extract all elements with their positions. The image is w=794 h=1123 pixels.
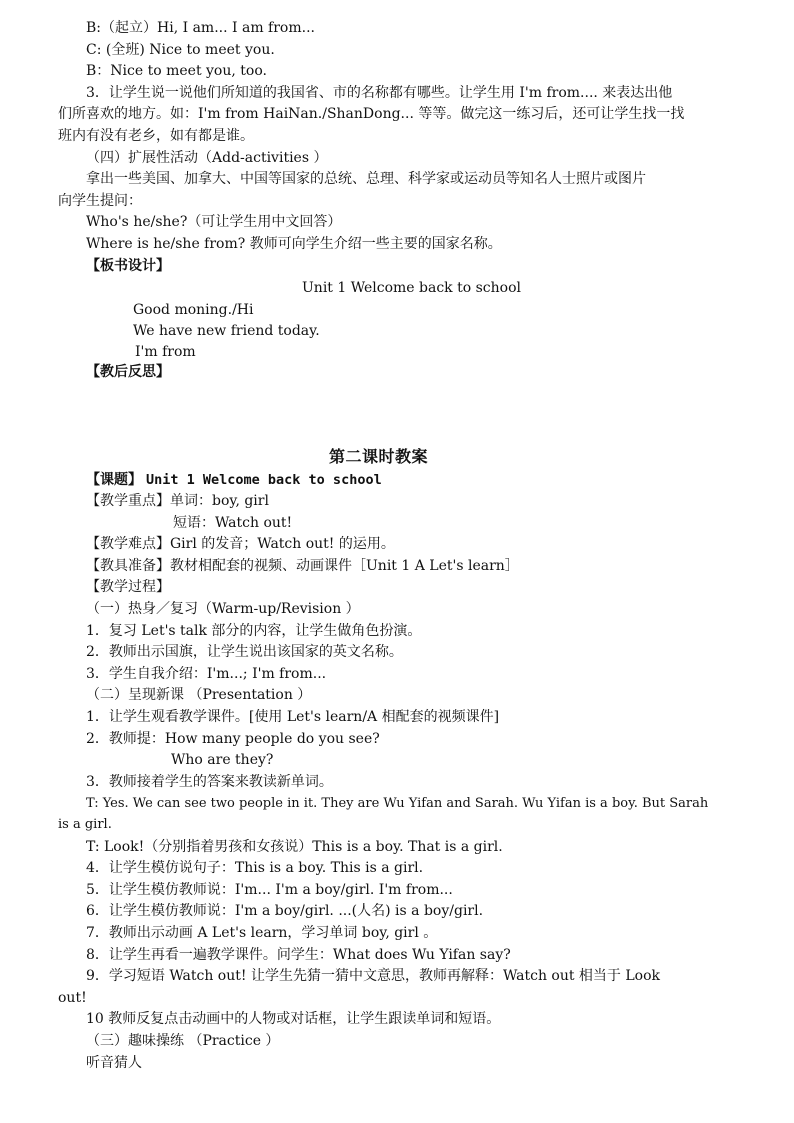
presentation-heading: （二）呈现新课 （Presentation ） xyxy=(86,687,312,703)
presentation-step-7: 7．教师出示动画 A Let's learn，学习单词 boy, girl 。 xyxy=(86,925,438,941)
key-points-label: 【教学重点】 xyxy=(86,493,170,509)
presentation-step-9: 9．学习短语 Watch out! 让学生先猜一猜中文意思，教师再解释：Watch out 相当于 Look xyxy=(86,968,661,984)
extension-line-1: 拿出一些美国、加拿大、中国等国家的总统、总理、科学家或运动员等知名人士照片或图片 xyxy=(86,171,646,187)
question-where: Where is he/she from? 教师可向学生介绍一些主要的国家名称。 xyxy=(86,236,502,252)
presentation-step-9-cont: out! xyxy=(58,990,87,1006)
step-3-line-1: 3．让学生说一说他们所知道的我国省、市的名称都有哪些。让学生用 I'm from.... 来表达出他 xyxy=(86,85,673,101)
step-3-line-2: 们所喜欢的地方。如：I'm from HaiNan./ShanDong... 等等。做完这一练习后，还可让学生找一找 xyxy=(58,106,685,122)
practice-game: 听音猜人 xyxy=(86,1055,142,1071)
presentation-step-8: 8．让学生再看一遍教学课件。问学生：What does Wu Yifan say? xyxy=(86,947,511,963)
board-line-3: I'm from xyxy=(135,344,196,360)
materials-row: 【教具准备】教材相配套的视频、动画课件［Unit 1 A Let's learn］ xyxy=(86,558,519,574)
teacher-line-2: T: Look!（分别指着男孩和女孩说）This is a boy. That is a girl. xyxy=(86,839,503,855)
board-line-1: Good moning./Hi xyxy=(133,302,254,318)
key-points-row xyxy=(86,491,269,511)
presentation-step-2: 2．教师提：How many people do you see? xyxy=(86,731,380,747)
presentation-step-6: 6．让学生模仿教师说：I'm a boy/girl. ...(人名) is a boy/girl. xyxy=(86,903,484,919)
key-words: 单词：boy, girl xyxy=(170,493,269,509)
presentation-step-1: 1．让学生观看教学课件。[使用 Let's learn/A 相配套的视频课件] xyxy=(86,709,500,725)
presentation-step-2-question: Who are they? xyxy=(171,752,274,768)
step-3-line-3: 班内有没有老乡，如有都是谁。 xyxy=(58,128,254,144)
practice-heading: （三）趣味操练 （Practice ） xyxy=(86,1033,280,1049)
reflection-heading: 【教后反思】 xyxy=(86,364,170,380)
board-title: Unit 1 Welcome back to school xyxy=(302,280,521,296)
dialogue-line-b-standup: B:（起立）Hi, I am... I am from... xyxy=(86,20,315,36)
difficulty-row: 【教学难点】Girl 的发音；Watch out! 的运用。 xyxy=(86,536,395,552)
dialogue-line-c-class: C: (全班) Nice to meet you. xyxy=(86,42,275,58)
presentation-step-5: 5．让学生模仿教师说：I'm... I'm a boy/girl. I'm from... xyxy=(86,882,453,898)
presentation-step-10: 10 教师反复点击动画中的人物或对话框，让学生跟读单词和短语。 xyxy=(86,1011,501,1027)
topic-row xyxy=(86,470,382,490)
warmup-step-1: 1．复习 Let's talk 部分的内容，让学生做角色扮演。 xyxy=(86,623,422,639)
board-line-2: We have new friend today. xyxy=(133,323,320,339)
board-design-heading: 【板书设计】 xyxy=(86,258,170,274)
teacher-line-1-cont: is a girl. xyxy=(58,817,112,832)
dialogue-line-b-reply: B：Nice to meet you, too. xyxy=(86,63,267,79)
warmup-step-2: 2．教师出示国旗，让学生说出该国家的英文名称。 xyxy=(86,644,403,660)
presentation-step-3: 3．教师接着学生的答案来教读新单词。 xyxy=(86,774,333,790)
process-heading: 【教学过程】 xyxy=(86,579,170,595)
key-phrases: 短语：Watch out! xyxy=(173,515,293,531)
extension-activities-heading: （四）扩展性活动（Add-activities ） xyxy=(86,150,328,166)
topic-value: Unit 1 Welcome back to school xyxy=(146,472,382,488)
lesson-2-title: 第二课时教案 xyxy=(329,447,429,466)
presentation-step-4: 4．让学生模仿说句子：This is a boy. This is a girl. xyxy=(86,860,424,876)
warmup-heading: （一）热身／复习（Warm-up/Revision ） xyxy=(86,601,360,617)
question-who: Who's he/she?（可让学生用中文回答） xyxy=(86,214,342,230)
teacher-line-1: T: Yes. We can see two people in it. They are Wu Yifan and Sarah. Wu Yifan is a boy. But Sarah xyxy=(86,796,709,811)
warmup-step-3: 3．学生自我介绍：I'm...; I'm from... xyxy=(86,666,327,682)
topic-label: 【课题】 xyxy=(86,472,142,488)
extension-line-2: 向学生提问： xyxy=(58,193,142,209)
